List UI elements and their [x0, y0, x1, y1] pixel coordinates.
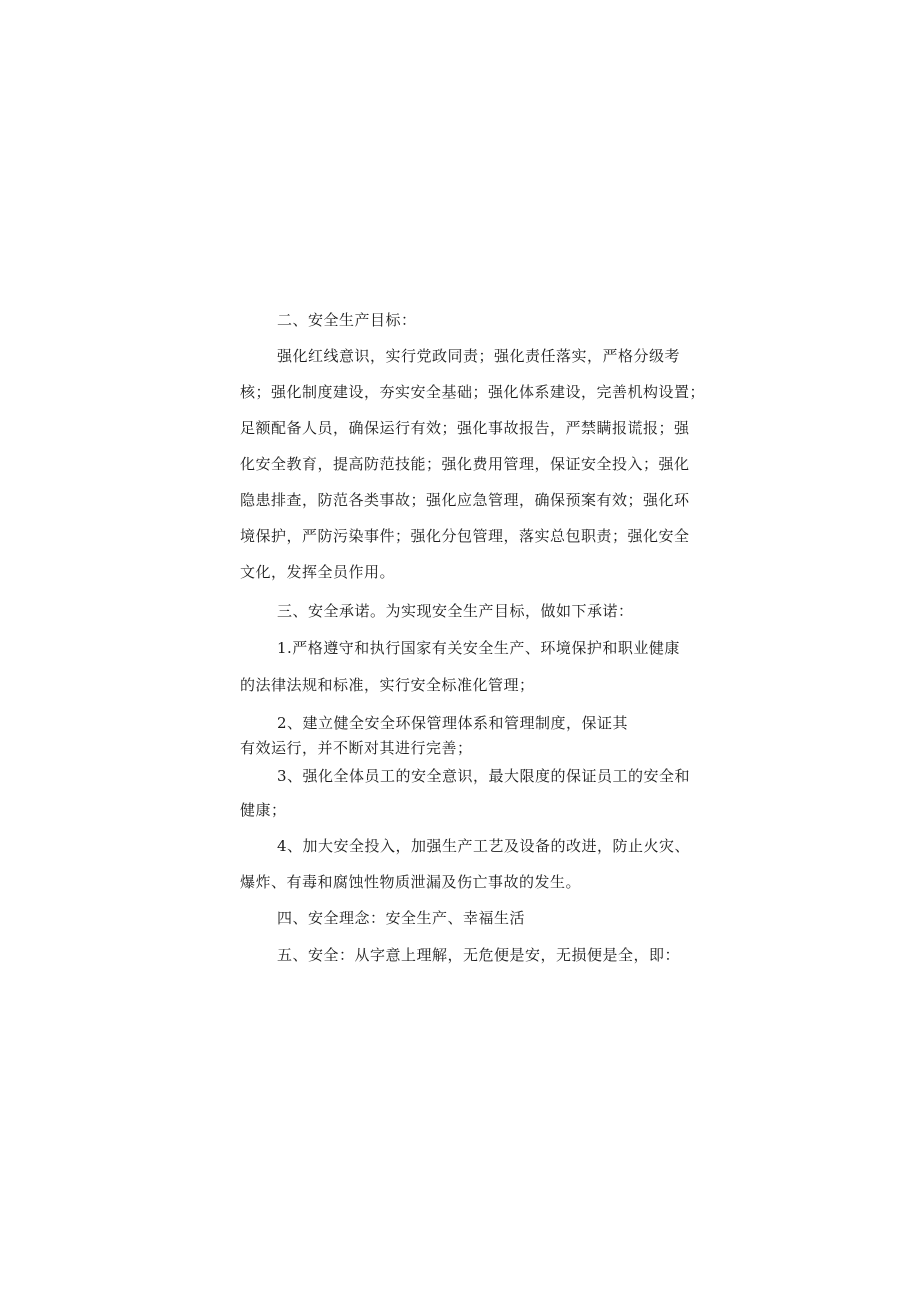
section-heading-safety-goals: 二、安全生产目标： [277, 311, 417, 329]
paragraph-line: 有效运行，并不断对其进行完善； [240, 739, 473, 757]
paragraph-line: 爆炸、有毒和腐蚀性物质泄漏及伤亡事故的发生。 [240, 873, 582, 891]
paragraph-line: 文化，发挥全员作用。 [240, 563, 396, 581]
section-heading-safety-meaning: 五、安全：从字意上理解，无危便是安，无损便是全，即： [277, 946, 681, 964]
paragraph-line: 足额配备人员，确保运行有效；强化事故报告，严禁瞒报谎报；强 [240, 419, 690, 437]
paragraph-line: 健康； [240, 801, 287, 819]
paragraph-line: 的法律法规和标准，实行安全标准化管理； [240, 676, 535, 694]
paragraph-line: 强化红线意识，实行党政同责；强化责任落实，严格分级考 [277, 347, 681, 365]
paragraph-line: 核；强化制度建设，夯实安全基础；强化体系建设，完善机构设置； [240, 383, 706, 401]
paragraph-line: 4、加大安全投入，加强生产工艺及设备的改进，防止火灾、 [277, 837, 691, 855]
paragraph-line: 隐患排查，防范各类事故；强化应急管理，确保预案有效；强化环 [240, 491, 690, 509]
paragraph-line: 1.严格遵守和执行国家有关安全生产、环境保护和职业健康 [277, 639, 680, 657]
paragraph-line: 境保护，严防污染事件；强化分包管理，落实总包职责；强化安全 [240, 527, 690, 545]
paragraph-line: 2、建立健全安全环保管理体系和管理制度，保证其 [277, 714, 629, 732]
section-heading-safety-philosophy: 四、安全理念：安全生产、幸福生活 [277, 909, 526, 927]
paragraph-line: 3、强化全体员工的安全意识，最大限度的保证员工的安全和 [277, 767, 691, 785]
section-heading-safety-commitment: 三、安全承诺。为实现安全生产目标，做如下承诺： [277, 602, 634, 620]
paragraph-line: 化安全教育，提高防范技能；强化费用管理，保证安全投入；强化 [240, 455, 690, 473]
